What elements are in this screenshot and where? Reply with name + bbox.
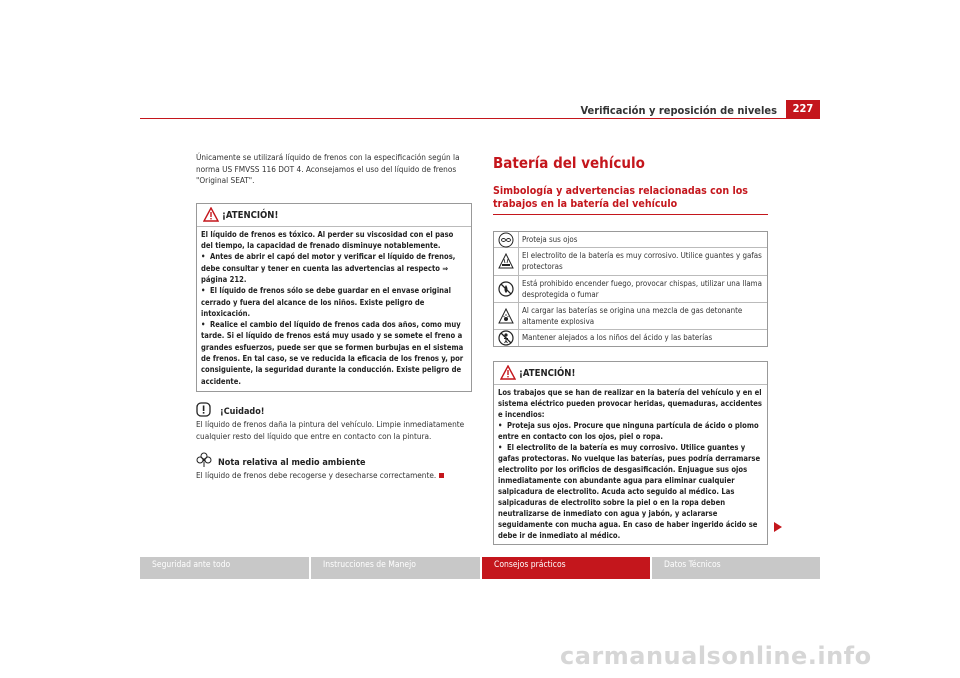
symbol-text: Al cargar las baterías se origina una mezcla de gas detonante altamente explosiva: [522, 306, 743, 327]
caution-icon: [196, 402, 211, 417]
warning-body: [494, 385, 767, 544]
footer-tab-practical-tips[interactable]: Consejos prácticos: [482, 557, 650, 579]
warning-paragraph: Los trabajos que se han de realizar en la batería del vehículo y en el sistema eléctrico pueden provocar heridas, quemaduras, accidentes e incendios:: [498, 387, 762, 419]
footer-tab-technical-data[interactable]: Datos Técnicos: [652, 557, 820, 579]
warning-triangle-icon: [203, 207, 219, 222]
eye-protection-icon: [498, 232, 514, 248]
symbol-text: Está prohibido encender fuego, provocar chispas, utilizar una llama desprotegida o fumar: [522, 278, 762, 299]
section-title: Batería del vehículo: [493, 154, 645, 172]
symbol-row: [494, 330, 767, 345]
warning-triangle-icon: [500, 365, 516, 380]
explosive-icon: [498, 308, 514, 324]
warning-title: ¡ATENCIÓN!: [222, 209, 279, 221]
header-rule: [140, 118, 820, 119]
warning-header: [197, 204, 471, 227]
caution-block: [196, 402, 472, 442]
brake-fluid-intro: Únicamente se utilizará líquido de frenos con la especificación según la norma US FMVSS 116 DOT 4. Aconsejamos el uso del líquido de frenos "Original SEAT".: [196, 152, 460, 186]
symbol-text: Mantener alejados a los niños del ácido y las baterías: [522, 333, 713, 343]
battery-warning-box: [493, 361, 768, 545]
environment-block: [196, 452, 472, 482]
warning-bullet: • Proteja sus ojos. Procure que ninguna partícula de ácido o plomo entre en contacto con los ojos, piel o ropa.: [498, 420, 759, 441]
symbol-row: [494, 303, 767, 330]
continue-arrow-icon: [774, 522, 782, 532]
footer-tab-operating-instructions[interactable]: Instrucciones de Manejo: [311, 557, 480, 579]
symbol-row: [494, 232, 767, 248]
page-number: 227: [786, 100, 820, 118]
warning-body: [197, 227, 471, 391]
warning-title: ¡ATENCIÓN!: [519, 367, 576, 379]
warning-bullet: • El electrolito de la batería es muy corrosivo. Utilice guantes y gafas protectoras. No vuelque las baterías, pues podría derramarse electrolito por los orificios de desgasificación. Enjuague sus ojos inmediatamente con abundante agua para eliminar cualquier salpicadura de electrolito. Acuda acto seguido al médico. Las salpicaduras de electrolito sobre la piel o en la ropa deben neutralizarse de inmediato con agua y jabón, y aclararse seguidamente con mucha agua. En caso de haber ingerido ácido se debe ir de inmediato al médico.: [498, 442, 761, 540]
end-of-section-marker: [439, 473, 444, 478]
subtitle-rule: [493, 214, 768, 215]
running-header-title: Verificación y reposición de niveles: [580, 104, 777, 117]
keep-children-away-icon: [498, 330, 514, 346]
warning-header: [494, 362, 767, 385]
watermark: carmanualsonline.info: [560, 642, 872, 670]
symbol-row: [494, 276, 767, 303]
warning-bullet: • El líquido de frenos sólo se debe guardar en el envase original cerrado y fuera del alcance de los niños. Existe peligro de intoxicación.: [201, 286, 451, 318]
right-column: [493, 154, 768, 545]
brake-fluid-warning-box: [196, 203, 472, 392]
warning-bullet: • Realice el cambio del líquido de frenos cada dos años, como muy tarde. Si el líquido de frenos está muy usado y se somete el freno a grandes esfuerzos, puede ser que se formen burbujas en el sistema de frenos. En tal caso, se ve reducida la eficacia de los frenos y, por consiguiente, la seguridad durante la conducción. Existe peligro de accidente.: [201, 320, 464, 386]
corrosive-icon: [498, 253, 514, 269]
environment-text: El líquido de frenos debe recogerse y desecharse correctamente.: [196, 470, 472, 482]
caution-title: ¡Cuidado!: [220, 406, 265, 417]
section-subtitle: Simbología y advertencias relacionadas con los trabajos en la batería del vehículo: [493, 185, 748, 210]
battery-symbols-table: [493, 231, 768, 347]
no-fire-icon: [498, 281, 514, 297]
symbol-row: [494, 248, 767, 275]
warning-bullet: • Antes de abrir el capó del motor y verificar el líquido de frenos, debe consultar y tener en cuenta las advertencias al respecto ⇒ página 212.: [201, 252, 456, 284]
symbol-text: El electrolito de la batería es muy corrosivo. Utilice guantes y gafas protectoras: [522, 251, 762, 272]
environment-title: Nota relativa al medio ambiente: [218, 458, 366, 469]
caution-text: El líquido de frenos daña la pintura del vehículo. Limpie inmediatamente cualquier resto del líquido que entre en contacto con la pintura.: [196, 418, 465, 441]
footer-tab-safety[interactable]: Seguridad ante todo: [140, 557, 309, 579]
symbol-text: Proteja sus ojos: [522, 235, 578, 244]
left-column: [196, 152, 472, 482]
warning-paragraph: El líquido de frenos es tóxico. Al perder su viscosidad con el paso del tiempo, la capacidad de frenado disminuye notablemente.: [201, 229, 454, 251]
environment-flower-icon: [196, 452, 212, 468]
